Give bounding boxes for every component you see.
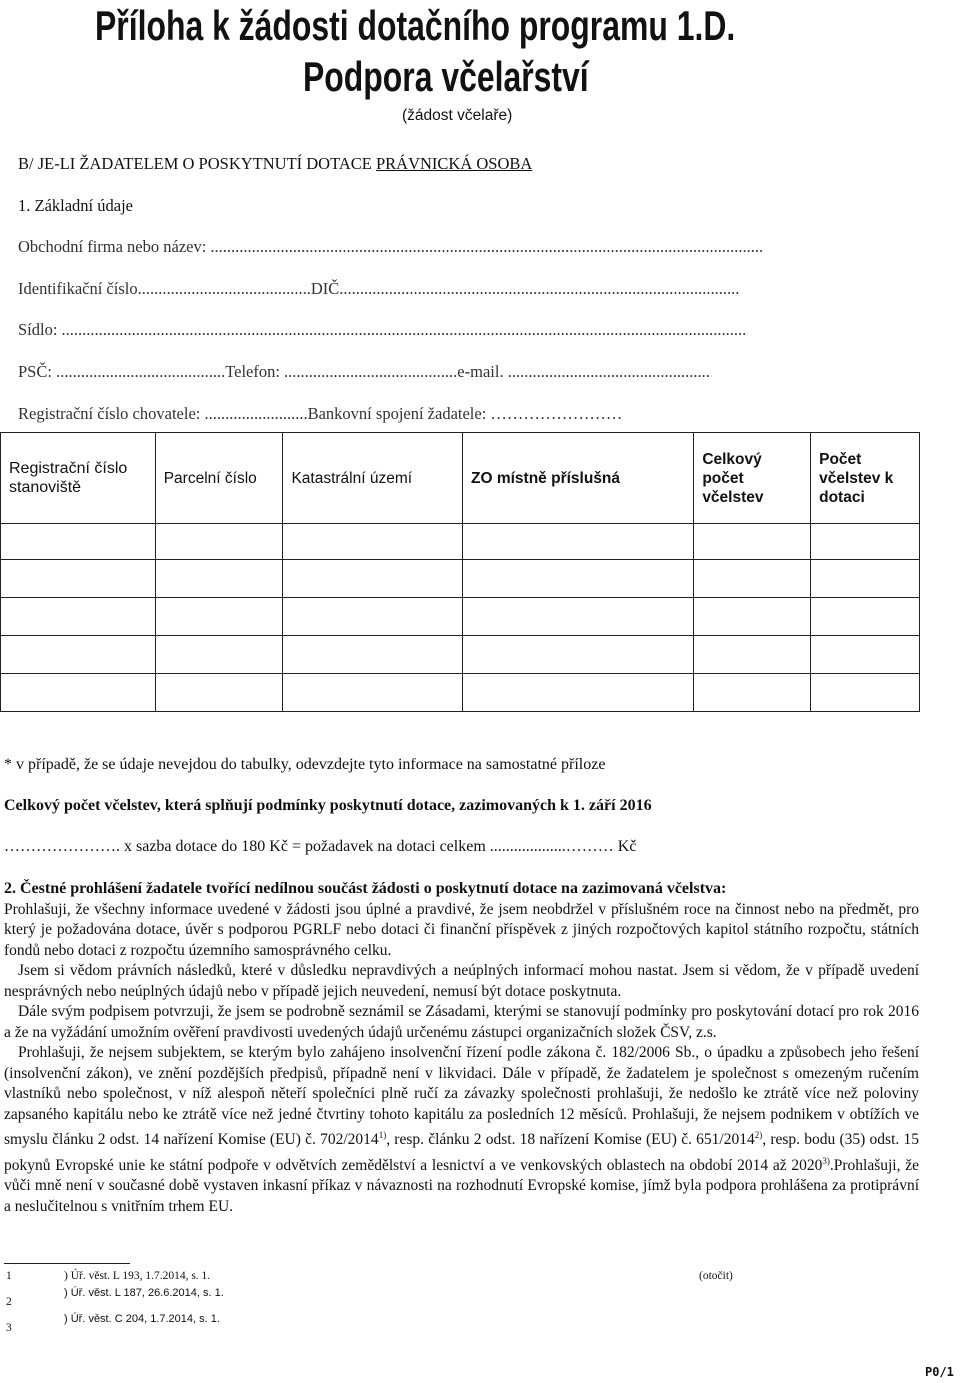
footnote-2-number: 2 <box>6 1296 12 1308</box>
col-header-parcel: Parcelní číslo <box>155 433 283 524</box>
table-cell[interactable] <box>1 674 156 712</box>
table-cell[interactable] <box>811 636 920 674</box>
page-title-line2: Podpora včelařství <box>303 53 589 100</box>
table-cell[interactable] <box>811 560 920 598</box>
table-row <box>1 674 920 712</box>
turn-over-note: (otočit) <box>699 1270 733 1282</box>
declaration-p4-part-a: Prohlašuji, že nejsem subjektem, se kterým bylo zahájeno insolvenční řízení podle zákona č. 182/2006 Sb., o úpadku a způsobech jeho řešení (insolvenční zákon), ve znění pozdějších předpisů, případně není v likvidaci. Dále v případě, že žadatelem je společnost s omezeným ručením vlastníků nebo společnost, v níž alespoň něteří společníci plně ručí za závazky společnosti prohlašuji, že nedošlo ke ztrátě více než poloviny zapsaného kapitálu nebo ke ztrátě více než jedné čtvrtiny tohoto kapitálu za posledních 12 měsíců. Prohlašuji, že nejsem podnikem v obtížích ve smyslu článku 2 odst. 14 nařízení Komise (EU) č. 702/2014 <box>4 1044 919 1149</box>
declaration-heading: 2. Čestné prohlášení žadatele tvořící nedílnou součást žádosti o poskytnutí dotace na zazimovaná včelstva: <box>4 880 727 897</box>
col-header-cadastral: Katastrální území <box>283 433 463 524</box>
total-colonies-heading: Celkový počet včelstev, která splňují podmínky poskytnutí dotace, zazimovaných k 1. září 2016 <box>4 797 652 814</box>
table-row <box>1 636 920 674</box>
table-cell[interactable] <box>283 598 463 636</box>
col-header-total-colonies: Celkový počet včelstev <box>694 433 811 524</box>
table-cell[interactable] <box>694 524 811 560</box>
footnote-1-text: ) Úř. věst. L 193, 1.7.2014, s. 1. <box>64 1270 211 1282</box>
col-header-registration: Registrační číslo stanoviště <box>1 433 156 524</box>
table-cell[interactable] <box>694 560 811 598</box>
table-cell[interactable] <box>155 674 283 712</box>
table-cell[interactable] <box>1 636 156 674</box>
footnote-ref-2: 2) <box>754 1130 763 1140</box>
table-cell[interactable] <box>1 560 156 598</box>
declaration-section <box>4 879 919 1217</box>
footnote-divider <box>4 1263 130 1264</box>
footnote-ref-3: 3) <box>822 1155 830 1166</box>
table-header-row <box>1 433 920 524</box>
table-cell[interactable] <box>155 636 283 674</box>
table-cell[interactable] <box>811 524 920 560</box>
table-cell[interactable] <box>811 598 920 636</box>
table-cell[interactable] <box>463 674 694 712</box>
section-b-prefix: B/ JE-LI ŽADATELEM O POSKYTNUTÍ DOTACE <box>18 154 376 173</box>
table-row <box>1 598 920 636</box>
declaration-paragraph-4 <box>4 1043 919 1217</box>
table-cell[interactable] <box>283 636 463 674</box>
table-cell[interactable] <box>694 674 811 712</box>
section-b-underlined: PRÁVNICKÁ OSOBA <box>375 154 533 173</box>
psc-phone-email-field[interactable]: PSČ: .........................................Telefon: ..........................................e-mail. ................................................. <box>18 362 710 381</box>
apiary-table <box>0 432 920 712</box>
page-title-line1: Příloha k žádosti dotačního programu 1.D. <box>95 2 736 49</box>
subsidy-calculation-line[interactable]: …………………. x sazba dotace do 180 Kč = požadavek na dotaci celkem ...................……… Kč <box>4 838 637 855</box>
col-header-colonies-subsidy: Počet včelstev k dotaci <box>811 433 920 524</box>
section-b-heading <box>18 154 532 174</box>
declaration-paragraph-2: Jsem si vědom právních následků, které v důsledku nepravdivých a neúplných informací mohou nastat. Jsem si vědom, že v případě uvedení nesprávných nebo neúplných údajů nebo v případě jejich neuvedení, nemusí být dotace poskytnuta. <box>4 962 919 1000</box>
basic-info-heading: 1. Základní údaje <box>18 196 134 215</box>
col-header-zo: ZO místně příslušná <box>463 433 694 524</box>
table-cell[interactable] <box>283 560 463 598</box>
registration-bank-field[interactable]: Registrační číslo chovatele: .........................Bankovní spojení žadatele: …………………… <box>18 404 623 423</box>
id-number-field[interactable]: Identifikační číslo..........................................DIČ................................................................................................. <box>18 279 740 298</box>
table-cell[interactable] <box>155 560 283 598</box>
footnote-3-number: 3 <box>6 1322 12 1334</box>
table-cell[interactable] <box>155 524 283 560</box>
table-cell[interactable] <box>463 636 694 674</box>
declaration-paragraph-1: Prohlašuji, že všechny informace uvedené v žádosti jsou úplné a pravdivé, že jsem neobdržel v příslušném roce na činnost nebo na předmět, pro který je požadována dotace, úvěr s podporou PGRLF nebo dotaci či finanční příspěvek z jiných rozpočtových kapitol státního rozpočtu, státních fondů nebo dotaci z rozpočtu územního samosprávného celku. <box>4 900 919 959</box>
table-cell[interactable] <box>463 560 694 598</box>
footnote-1-number: 1 <box>6 1270 12 1282</box>
table-cell[interactable] <box>694 598 811 636</box>
table-row <box>1 524 920 560</box>
declaration-p4-part-b: , resp. článku 2 odst. 18 nařízení Komise (EU) č. 651/2014 <box>386 1131 755 1149</box>
table-cell[interactable] <box>463 598 694 636</box>
page-subtitle: (žádost včelaře) <box>402 107 513 124</box>
table-cell[interactable] <box>811 674 920 712</box>
declaration-p4-part-c: , resp. bodu (35) odst. 15 pokynů Evropské unie ke státní podpoře v odvětvích zemědělství a lesnictví a ve venkovských oblastech na období 2014 až 2020 <box>4 1131 919 1174</box>
declaration-p4-part-d: .Prohlašuji, že vůči mně není v současné době vystaven inkasní příkaz v návaznosti na rozhodnutí Evropské komise, jímž byla podpora prohlášena za protiprávní a neslučitelnou s vnitřním trhem EU. <box>4 1156 919 1215</box>
page-code: P0/1 <box>925 1365 954 1379</box>
table-cell[interactable] <box>1 524 156 560</box>
footnote-3-text: ) Úř. věst. C 204, 1.7.2014, s. 1. <box>64 1313 220 1325</box>
table-cell[interactable] <box>283 524 463 560</box>
table-cell[interactable] <box>463 524 694 560</box>
table-cell[interactable] <box>155 598 283 636</box>
table-cell[interactable] <box>694 636 811 674</box>
table-overflow-note: * v případě, že se údaje nevejdou do tabulky, odevzdejte tyto informace na samostatné příloze <box>4 756 606 773</box>
seat-field[interactable]: Sídlo: ...................................................................................................................................................................... <box>18 320 747 339</box>
table-cell[interactable] <box>283 674 463 712</box>
firm-name-field[interactable]: Obchodní firma nebo název: ...................................................................................................................................... <box>18 237 764 256</box>
footnote-ref-1: 1) <box>378 1130 387 1140</box>
declaration-paragraph-3: Dále svým podpisem potvrzuji, že jsem se podrobně seznámil se Zásadami, kterými se stanovují podmínky pro poskytování dotací pro rok 2016 a že na vyžádání umožním ověření pravdivosti uvedených údajů určenému zástupci organizačních složek ČSV, z.s. <box>4 1003 919 1041</box>
table-cell[interactable] <box>1 598 156 636</box>
table-row <box>1 560 920 598</box>
footnote-2-text: ) Úř. věst. L 187, 26.6.2014, s. 1. <box>64 1287 224 1299</box>
